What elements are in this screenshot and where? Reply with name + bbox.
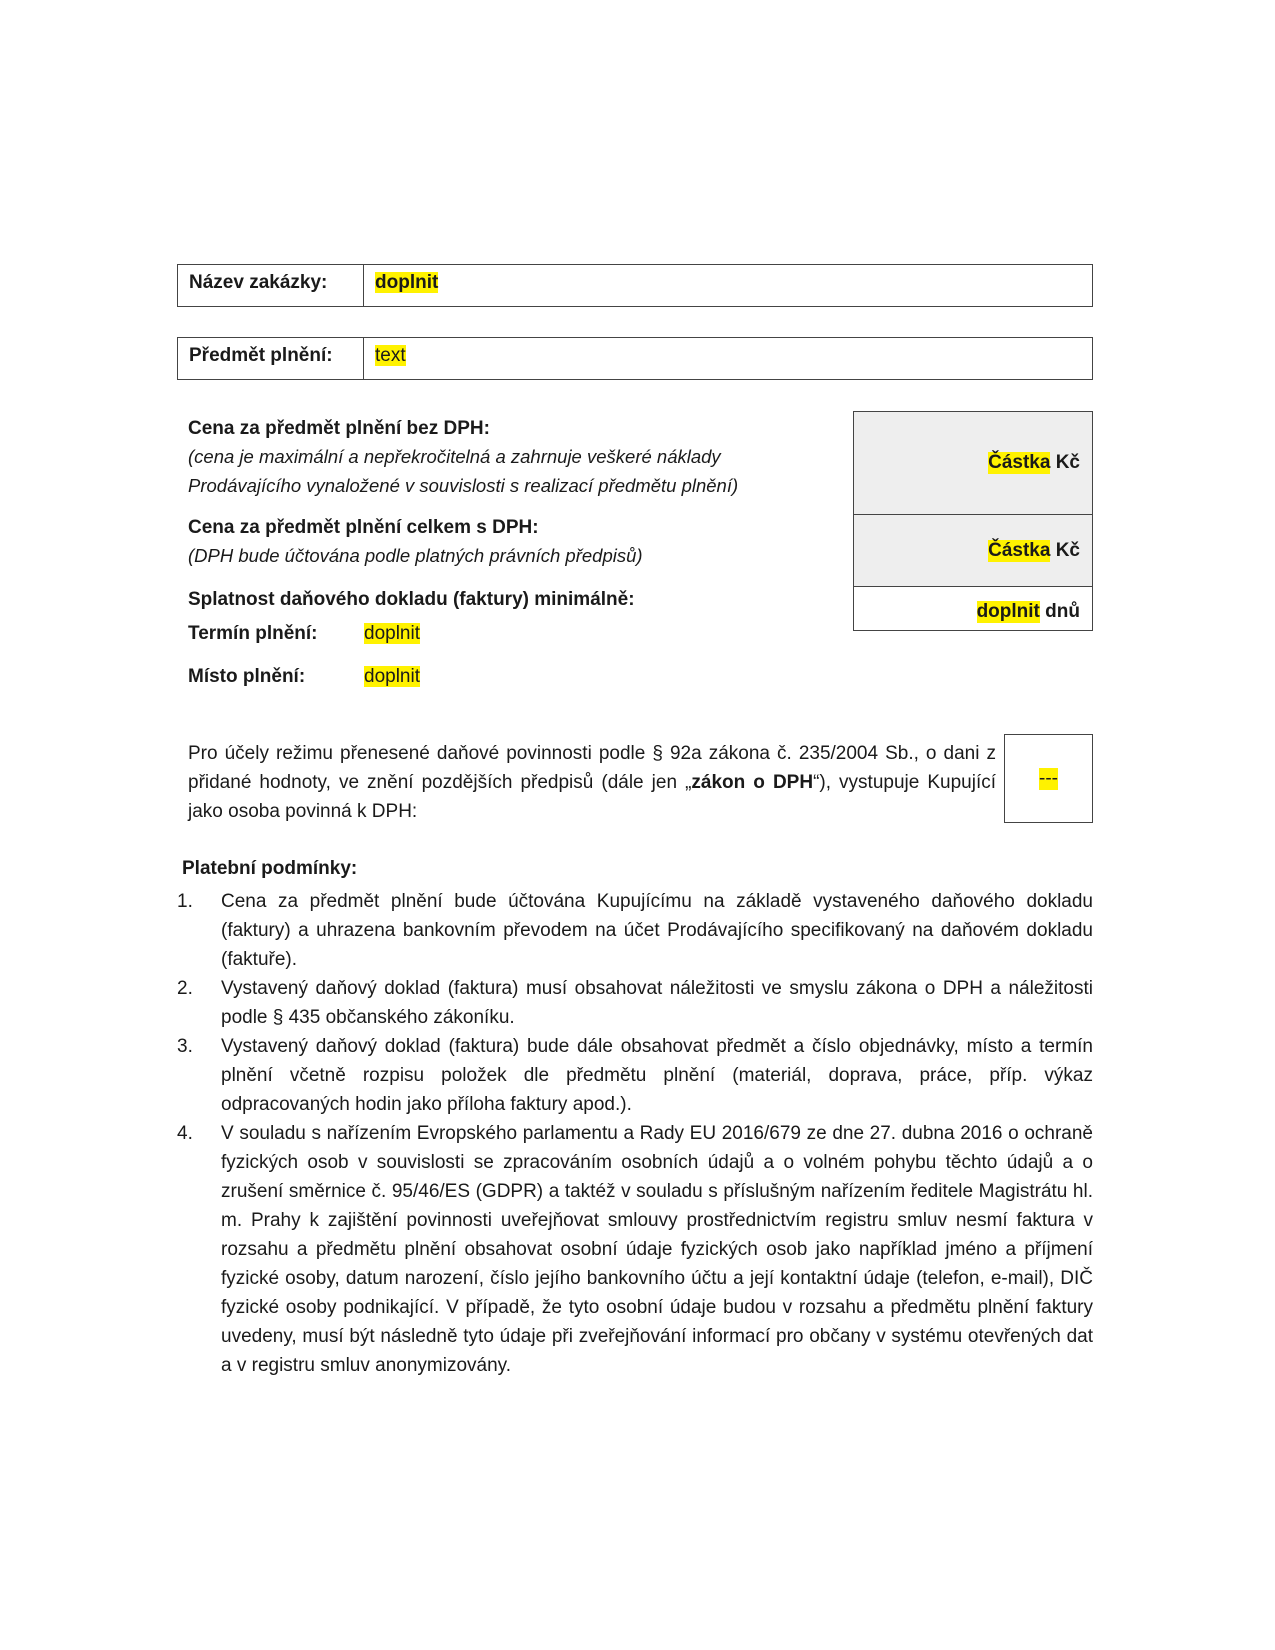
vat-paragraph: Pro účely režimu přenesené daňové povinnosti podle § 92a zákona č. 235/2004 Sb., o dani z přidané hodnoty, ve znění pozdějších předpisů (dále jen „zákon o DPH“), vystupuje Kupující jako osoba povinná k DPH: xyxy=(188,743,996,822)
payment-list xyxy=(177,887,1093,1380)
price-excl-note-1: (cena je maximální a nepřekročitelná a zahrnuje veškeré náklady xyxy=(188,446,721,467)
vat-law-term: zákon o DPH xyxy=(691,772,814,793)
contract-name-box xyxy=(177,264,1093,307)
place-label: Místo plnění: xyxy=(188,666,306,687)
list-item: 3. Vystavený daňový doklad (faktura) bude dále obsahovat předmět a číslo objednávky, místo a termín plnění včetně rozpisu položek dle předmětu plnění (materiál, doprava, práce, příp. výkaz odpracovaných hodin jako příloha faktury apod.). xyxy=(177,1036,1093,1115)
payment-title: Platební podmínky: xyxy=(182,858,358,879)
subject-value[interactable]: text xyxy=(375,345,406,366)
price-excl-note-2: Prodávajícího vynaložené v souvislosti s realizací předmětu plnění) xyxy=(188,475,739,496)
due-cell[interactable]: doplnit dnů xyxy=(854,587,1092,630)
price-excl-cell[interactable]: Částka Kč xyxy=(854,412,1092,515)
vat-box[interactable] xyxy=(1004,734,1093,823)
contract-name-value[interactable]: doplnit xyxy=(375,272,439,293)
subject-box xyxy=(177,337,1093,380)
subject-label: Předmět plnění: xyxy=(178,338,364,379)
term-value[interactable]: doplnit xyxy=(364,623,420,644)
price-incl-title: Cena za předmět plnění celkem s DPH: xyxy=(188,517,539,538)
price-table xyxy=(853,411,1093,631)
due-title: Splatnost daňového dokladu (faktury) minimálně: xyxy=(188,589,635,610)
term-row xyxy=(188,623,420,645)
place-row xyxy=(188,666,420,688)
price-excl-title: Cena za předmět plnění bez DPH: xyxy=(188,418,490,439)
term-label: Termín plnění: xyxy=(188,623,318,644)
price-incl-cell[interactable]: Částka Kč xyxy=(854,515,1092,587)
list-item: 4. V souladu s nařízením Evropského parlamentu a Rady EU 2016/679 ze dne 27. dubna 2016 o ochraně fyzických osob v souvislosti se zpracováním osobních údajů a o volném pohybu těchto údajů a o zrušení směrnice č. 95/46/ES (GDPR) a taktéž v souladu s příslušným nařízením ředitele Magistrátu hl. m. Prahy k zajištění povinnosti uveřejňovat smlouvy prostřednictvím registru smluv nesmí faktura v rozsahu a předmětu plnění obsahovat osobní údaje fyzických osob jako například jméno a příjmení fyzické osoby, datum narození, číslo jejího bankovního účtu a její kontaktní údaje (telefon, e-mail), DIČ fyzické osoby podnikající. V případě, že tyto osobní údaje budou v rozsahu a předmětu plnění faktury uvedeny, musí být následně tyto údaje při zveřejňování informací pro občany v systému otevřených dat a v registru smluv anonymizovány. xyxy=(177,1123,1093,1376)
price-section xyxy=(188,416,838,613)
vat-box-value: --- xyxy=(1039,767,1058,789)
contract-name-label: Název zakázky: xyxy=(178,265,364,306)
list-item: 1. Cena za předmět plnění bude účtována Kupujícímu na základě vystaveného daňového dokladu (faktury) a uhrazena bankovním převodem na účet Prodávajícího specifikovaný na daňovém dokladu (faktuře). xyxy=(177,891,1093,970)
list-item: 2. Vystavený daňový doklad (faktura) musí obsahovat náležitosti ve smyslu zákona o DPH a náležitosti podle § 435 občanského zákoníku. xyxy=(177,978,1093,1028)
place-value[interactable]: doplnit xyxy=(364,666,420,687)
price-incl-note: (DPH bude účtována podle platných právních předpisů) xyxy=(188,545,643,566)
